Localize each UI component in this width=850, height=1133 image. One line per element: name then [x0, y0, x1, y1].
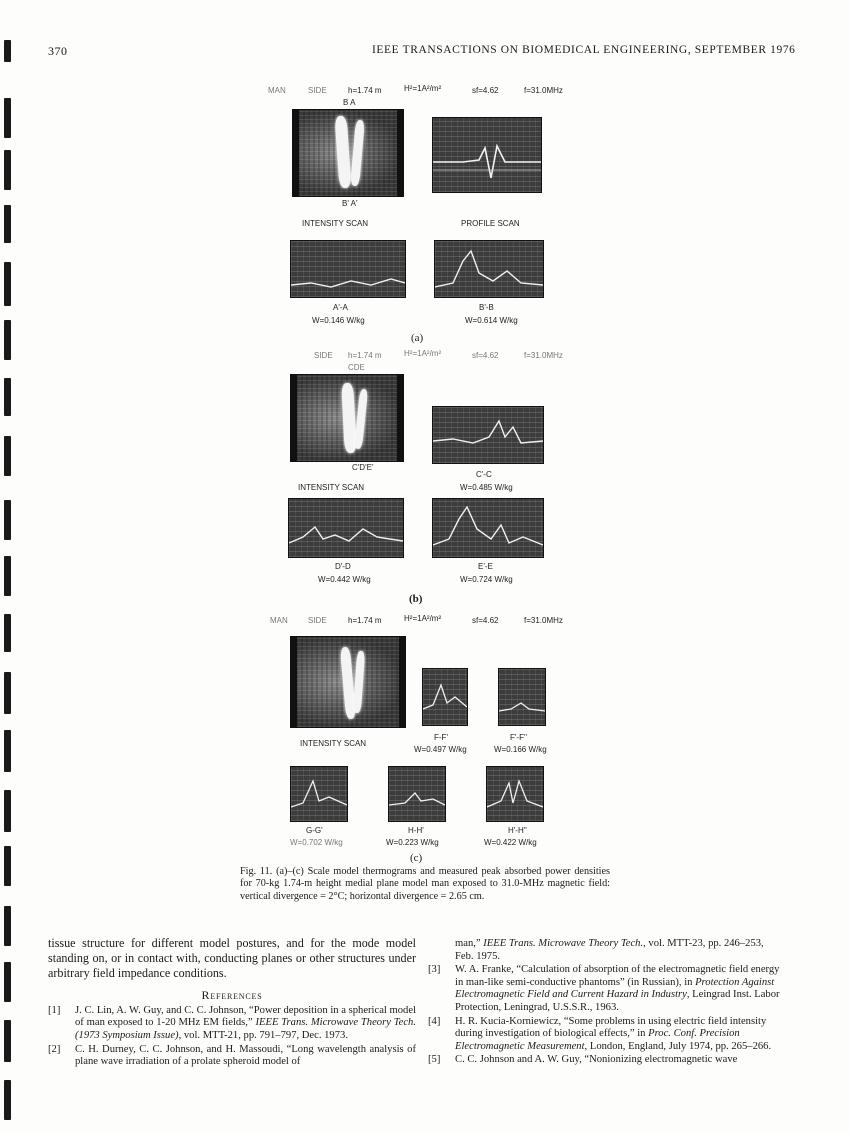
reference-book: Protection Against Electromagnetic Field and Current Hazard in Industry: [455, 976, 775, 1001]
reference-4: [428, 1016, 784, 1054]
param-subject: MAN: [268, 86, 286, 95]
reference-details: , Leingrad Inst. Labor Protection, Leningrad, U.S.S.R., 1963.: [455, 989, 780, 1013]
param-height: h=1.74 m: [348, 86, 382, 95]
scan-c1-value: W=0.497 W/kg: [414, 745, 467, 754]
scan-b2: [288, 498, 404, 558]
param-field: H²=1A²/m²: [404, 349, 442, 358]
param-view: SIDE: [308, 616, 327, 625]
intensity-scan-label: INTENSITY SCAN: [300, 739, 367, 748]
body-left-column: [48, 936, 416, 1070]
reference-3: [428, 964, 784, 1014]
panel-a-letter: (a): [411, 332, 424, 344]
reference-1: [48, 1005, 416, 1043]
scan-c3-label: G-G': [306, 826, 323, 835]
scan-c1-label: F-F': [434, 733, 448, 742]
intensity-thermogram: [290, 636, 406, 728]
param-height: h=1.74 m: [348, 351, 382, 360]
reference-number: [1]: [48, 1004, 61, 1016]
bottom-markers: C'D'E': [352, 463, 374, 472]
body-right-column: [428, 938, 784, 1068]
caption-label: Fig. 11.: [240, 866, 273, 877]
scan-b1: [432, 406, 544, 464]
param-frequency: f=31.0MHz: [524, 351, 563, 360]
param-sf: sf=4.62: [472, 351, 499, 360]
reference-text: C. C. Johnson and A. W. Guy, “Nonionizing electromagnetic wave: [455, 1054, 738, 1066]
scan-a2: [434, 240, 544, 298]
scan-c3: [290, 766, 348, 822]
scan-c3-value: W=0.702 W/kg: [290, 838, 343, 847]
figure-caption: [240, 866, 610, 903]
top-markers: B A: [343, 98, 356, 107]
scan-c2-label: F'-F'': [510, 733, 528, 742]
param-view: SIDE: [314, 351, 333, 360]
profile-scan-label: PROFILE SCAN: [461, 219, 520, 228]
reference-text: C. H. Durney, C. C. Johnson, and H. Massoudi, “Long wavelength analysis of plane wave irradiation of a prolate spheroid model of: [75, 1043, 416, 1068]
param-sf: sf=4.62: [472, 86, 499, 95]
scan-b3-label: E'-E: [478, 562, 493, 571]
scan-c4-value: W=0.223 W/kg: [386, 838, 439, 847]
reference-number: [2]: [48, 1043, 61, 1055]
scan-c2: [498, 668, 546, 726]
body-paragraph: tissue structure for different model postures, and for the mode model standing on, or in contact with, conducting planes or other structures under arbitrary field impedance conditions.: [48, 936, 416, 981]
scan-c5-value: W=0.422 W/kg: [484, 838, 537, 847]
param-frequency: f=31.0MHz: [524, 86, 563, 95]
intensity-scan-label: INTENSITY SCAN: [302, 219, 369, 228]
profile-thermogram: [432, 117, 542, 193]
reference-text: man,”: [455, 938, 484, 949]
scan-b2-value: W=0.442 W/kg: [318, 575, 371, 584]
scan-c4: [388, 766, 446, 822]
param-view: SIDE: [308, 86, 327, 95]
param-sf: sf=4.62: [472, 616, 499, 625]
scan-a2-label: B'-B: [479, 303, 494, 312]
scan-a1-label: A'-A: [333, 303, 348, 312]
top-markers: CDE: [348, 363, 365, 372]
param-subject: MAN: [270, 616, 288, 625]
bottom-markers: B' A': [342, 199, 358, 208]
page-number: 370: [48, 44, 68, 58]
reference-number: [3]: [428, 964, 441, 976]
scan-c1: [422, 668, 468, 726]
scan-c2-value: W=0.166 W/kg: [494, 745, 547, 754]
panel-c-letter: (c): [410, 852, 423, 864]
reference-text: W. A. Franke, “Calculation of absorption of the electromagnetic field energy in man-like semi-conductive phantoms” (in Russian), in: [455, 964, 780, 988]
reference-text: J. C. Lin, A. W. Guy, and C. C. Johnson, “Power deposition in a spherical model of man exposed to 1-20 MHz EM fields,”: [75, 1004, 416, 1029]
scan-b3: [432, 498, 544, 558]
param-frequency: f=31.0MHz: [524, 616, 563, 625]
scan-b3-value: W=0.724 W/kg: [460, 575, 513, 584]
reference-details: , vol. MTT-21, pp. 791–797, Dec. 1973.: [178, 1030, 348, 1041]
reference-journal: IEEE Trans. Microwave Theory Tech.: [483, 938, 644, 949]
scan-c4-label: H-H': [408, 826, 424, 835]
intensity-thermogram: [290, 374, 404, 462]
reference-number: [5]: [428, 1054, 441, 1066]
caption-text: (a)–(c) Scale model thermograms and measured peak absorbed power densities for 70-kg 1.74-m height medial plane model man exposed to 31.0-MHz magnetic field: vertical divergence = 2°C; horizontal divergence = 2.65 cm.: [240, 866, 610, 902]
running-head: IEEE TRANSACTIONS ON BIOMEDICAL ENGINEERING, SEPTEMBER 1976: [372, 44, 796, 56]
reference-details: , London, England, July 1974, pp. 265–266.: [584, 1040, 772, 1052]
reference-2-continued: [428, 938, 784, 963]
references-heading: References: [201, 987, 263, 1002]
panel-b-letter: (b): [409, 593, 423, 605]
reference-journal: IEEE Trans. Microwave Theory Tech. (1973 Symposium Issue): [75, 1017, 416, 1041]
scan-b1-label: C'-C: [476, 470, 492, 479]
scan-a1-value: W=0.146 W/kg: [312, 316, 365, 325]
param-field: H²=1A²/m²: [404, 84, 442, 93]
scan-a2-value: W=0.614 W/kg: [465, 316, 518, 325]
scan-c5: [486, 766, 544, 822]
reference-text: H. R. Kucia-Korniewicz, “Some problems in using electric field intensity during investigation of biological effects,” in: [455, 1015, 767, 1040]
intensity-thermogram: [292, 109, 404, 197]
scan-c5-label: H'-H'': [508, 826, 527, 835]
reference-proceedings: Proc. Conf. Precision Electromagnetic Measurement: [455, 1028, 740, 1052]
reference-2: [48, 1044, 416, 1069]
scan-a1: [290, 240, 406, 298]
scan-b1-value: W=0.485 W/kg: [460, 483, 513, 492]
scan-b2-label: D'-D: [335, 562, 351, 571]
reference-5: [428, 1054, 784, 1067]
param-height: h=1.74 m: [348, 616, 382, 625]
param-field: H²=1A²/m²: [404, 614, 442, 623]
intensity-scan-label: INTENSITY SCAN: [298, 483, 365, 492]
reference-number: [4]: [428, 1015, 441, 1027]
reference-details: , vol. MTT-23, pp. 246–253, Feb. 1975.: [455, 938, 764, 962]
